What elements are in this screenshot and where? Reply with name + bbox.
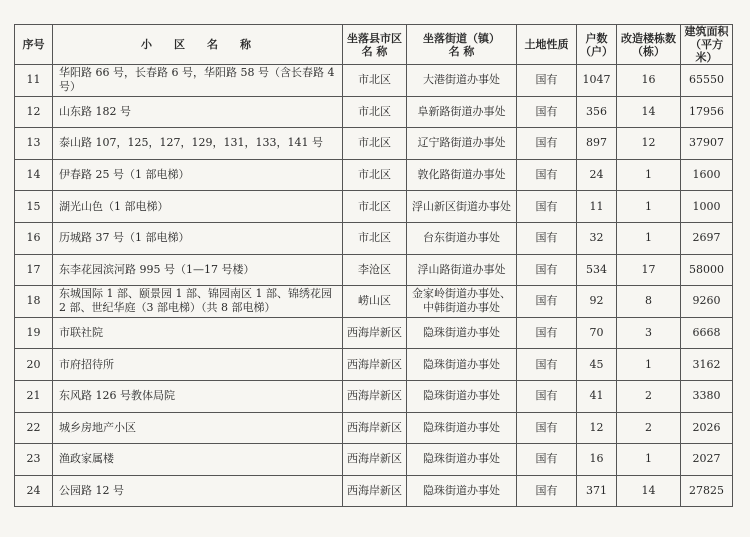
header-buildings-line1: 改造楼栋数 <box>621 31 676 45</box>
cell-land-nature: 国有 <box>517 475 577 507</box>
cell-land-nature: 国有 <box>517 254 577 286</box>
cell-community-name: 历城路 37 号（1 部电梯） <box>53 222 343 254</box>
cell-floor-area: 65550 <box>681 65 733 97</box>
header-floor-area <box>681 25 733 65</box>
cell-seq: 13 <box>15 128 53 160</box>
cell-households: 534 <box>577 254 617 286</box>
cell-households: 32 <box>577 222 617 254</box>
cell-buildings: 17 <box>617 254 681 286</box>
cell-floor-area: 1600 <box>681 159 733 191</box>
cell-floor-area: 3162 <box>681 349 733 381</box>
header-district <box>343 25 407 65</box>
cell-seq: 18 <box>15 286 53 318</box>
cell-floor-area: 17956 <box>681 96 733 128</box>
table-header-row <box>15 25 733 65</box>
cell-seq: 24 <box>15 475 53 507</box>
cell-seq: 15 <box>15 191 53 223</box>
cell-seq: 21 <box>15 380 53 412</box>
cell-land-nature: 国有 <box>517 349 577 381</box>
table-row <box>15 254 733 286</box>
cell-district: 西海岸新区 <box>343 349 407 381</box>
header-households-line2: （户） <box>580 44 613 58</box>
cell-community-name: 渔政家属楼 <box>53 444 343 476</box>
cell-seq: 20 <box>15 349 53 381</box>
cell-community-name: 华阳路 66 号，长春路 6 号，华阳路 58 号（含长春路 4 号） <box>53 65 343 97</box>
cell-buildings: 1 <box>617 349 681 381</box>
cell-households: 12 <box>577 412 617 444</box>
table-row <box>15 412 733 444</box>
header-buildings <box>617 25 681 65</box>
table-row <box>15 222 733 254</box>
header-street-line2: 名 称 <box>448 44 475 58</box>
cell-floor-area: 6668 <box>681 317 733 349</box>
table-row <box>15 191 733 223</box>
cell-street: 隐珠街道办事处 <box>407 475 517 507</box>
cell-buildings: 1 <box>617 444 681 476</box>
cell-buildings: 1 <box>617 222 681 254</box>
cell-street: 隐珠街道办事处 <box>407 380 517 412</box>
cell-households: 11 <box>577 191 617 223</box>
cell-buildings: 1 <box>617 191 681 223</box>
cell-buildings: 8 <box>617 286 681 318</box>
table-row <box>15 475 733 507</box>
cell-community-name: 市联社院 <box>53 317 343 349</box>
cell-street: 金家岭街道办事处、中韩街道办事处 <box>407 286 517 318</box>
cell-households: 24 <box>577 159 617 191</box>
header-land-nature: 土地性质 <box>517 25 577 65</box>
cell-land-nature: 国有 <box>517 96 577 128</box>
cell-community-name: 山东路 182 号 <box>53 96 343 128</box>
cell-floor-area: 2027 <box>681 444 733 476</box>
header-district-line2: 名 称 <box>361 44 388 58</box>
cell-buildings: 12 <box>617 128 681 160</box>
cell-community-name: 市府招待所 <box>53 349 343 381</box>
cell-seq: 23 <box>15 444 53 476</box>
table-row <box>15 96 733 128</box>
cell-land-nature: 国有 <box>517 444 577 476</box>
cell-land-nature: 国有 <box>517 222 577 254</box>
cell-buildings: 3 <box>617 317 681 349</box>
table-row <box>15 65 733 97</box>
cell-street: 隐珠街道办事处 <box>407 317 517 349</box>
cell-street: 隐珠街道办事处 <box>407 444 517 476</box>
cell-land-nature: 国有 <box>517 128 577 160</box>
cell-households: 70 <box>577 317 617 349</box>
cell-district: 市北区 <box>343 222 407 254</box>
cell-buildings: 2 <box>617 412 681 444</box>
cell-households: 45 <box>577 349 617 381</box>
cell-land-nature: 国有 <box>517 286 577 318</box>
cell-community-name: 湖光山色（1 部电梯） <box>53 191 343 223</box>
cell-seq: 17 <box>15 254 53 286</box>
cell-seq: 22 <box>15 412 53 444</box>
cell-floor-area: 9260 <box>681 286 733 318</box>
cell-land-nature: 国有 <box>517 412 577 444</box>
cell-street: 大港街道办事处 <box>407 65 517 97</box>
cell-district: 李沧区 <box>343 254 407 286</box>
header-district-line1: 坐落县市区 <box>347 31 402 45</box>
cell-street: 阜新路街道办事处 <box>407 96 517 128</box>
cell-floor-area: 58000 <box>681 254 733 286</box>
cell-seq: 12 <box>15 96 53 128</box>
cell-street: 辽宁路街道办事处 <box>407 128 517 160</box>
cell-land-nature: 国有 <box>517 380 577 412</box>
cell-buildings: 2 <box>617 380 681 412</box>
cell-seq: 11 <box>15 65 53 97</box>
header-seq: 序号 <box>15 25 53 65</box>
cell-households: 16 <box>577 444 617 476</box>
cell-community-name: 东城国际 1 部、颐景园 1 部、锦园南区 1 部、锦绣花园 2 部、世纪华庭（3 部电梯）（共 8 部电梯） <box>53 286 343 318</box>
cell-seq: 19 <box>15 317 53 349</box>
cell-households: 1047 <box>577 65 617 97</box>
cell-street: 台东街道办事处 <box>407 222 517 254</box>
cell-district: 市北区 <box>343 159 407 191</box>
cell-households: 41 <box>577 380 617 412</box>
cell-district: 西海岸新区 <box>343 475 407 507</box>
cell-community-name: 泰山路 107，125，127，129，131，133，141 号 <box>53 128 343 160</box>
cell-floor-area: 3380 <box>681 380 733 412</box>
header-area-line2: （平方米） <box>690 38 723 64</box>
cell-seq: 14 <box>15 159 53 191</box>
cell-district: 市北区 <box>343 65 407 97</box>
header-street-line1: 坐落街道（镇） <box>423 31 500 45</box>
cell-households: 371 <box>577 475 617 507</box>
cell-land-nature: 国有 <box>517 65 577 97</box>
cell-land-nature: 国有 <box>517 317 577 349</box>
cell-street: 浮山新区街道办事处 <box>407 191 517 223</box>
cell-households: 356 <box>577 96 617 128</box>
cell-district: 西海岸新区 <box>343 444 407 476</box>
cell-land-nature: 国有 <box>517 159 577 191</box>
header-households <box>577 25 617 65</box>
table-row <box>15 159 733 191</box>
cell-households: 897 <box>577 128 617 160</box>
cell-floor-area: 2026 <box>681 412 733 444</box>
table-row <box>15 317 733 349</box>
table-row <box>15 380 733 412</box>
cell-community-name: 公园路 12 号 <box>53 475 343 507</box>
cell-street: 隐珠街道办事处 <box>407 412 517 444</box>
cell-district: 市北区 <box>343 191 407 223</box>
header-community-name: 小区名称 <box>53 25 343 65</box>
table-row <box>15 349 733 381</box>
header-street <box>407 25 517 65</box>
cell-buildings: 16 <box>617 65 681 97</box>
cell-floor-area: 37907 <box>681 128 733 160</box>
table-row <box>15 286 733 318</box>
cell-street: 隐珠街道办事处 <box>407 349 517 381</box>
cell-floor-area: 2697 <box>681 222 733 254</box>
cell-district: 市北区 <box>343 96 407 128</box>
cell-community-name: 东风路 126 号教体局院 <box>53 380 343 412</box>
header-area-line1: 建筑面积 <box>684 25 729 38</box>
cell-district: 西海岸新区 <box>343 317 407 349</box>
table-body <box>15 65 733 507</box>
cell-seq: 16 <box>15 222 53 254</box>
cell-community-name: 城乡房地产小区 <box>53 412 343 444</box>
cell-households: 92 <box>577 286 617 318</box>
header-households-line1: 户数 <box>585 31 608 45</box>
cell-buildings: 1 <box>617 159 681 191</box>
cell-street: 敦化路街道办事处 <box>407 159 517 191</box>
document-sheet <box>14 24 732 514</box>
cell-community-name: 伊春路 25 号（1 部电梯） <box>53 159 343 191</box>
cell-land-nature: 国有 <box>517 191 577 223</box>
table-row <box>15 128 733 160</box>
cell-buildings: 14 <box>617 475 681 507</box>
cell-district: 西海岸新区 <box>343 412 407 444</box>
cell-district: 崂山区 <box>343 286 407 318</box>
cell-district: 西海岸新区 <box>343 380 407 412</box>
cell-community-name: 东李花园滨河路 995 号（1—17 号楼） <box>53 254 343 286</box>
cell-street: 浮山路街道办事处 <box>407 254 517 286</box>
cell-district: 市北区 <box>343 128 407 160</box>
header-buildings-line2: （栋） <box>632 44 665 58</box>
community-renovation-table <box>14 24 733 507</box>
table-row <box>15 444 733 476</box>
cell-buildings: 14 <box>617 96 681 128</box>
cell-floor-area: 27825 <box>681 475 733 507</box>
cell-floor-area: 1000 <box>681 191 733 223</box>
